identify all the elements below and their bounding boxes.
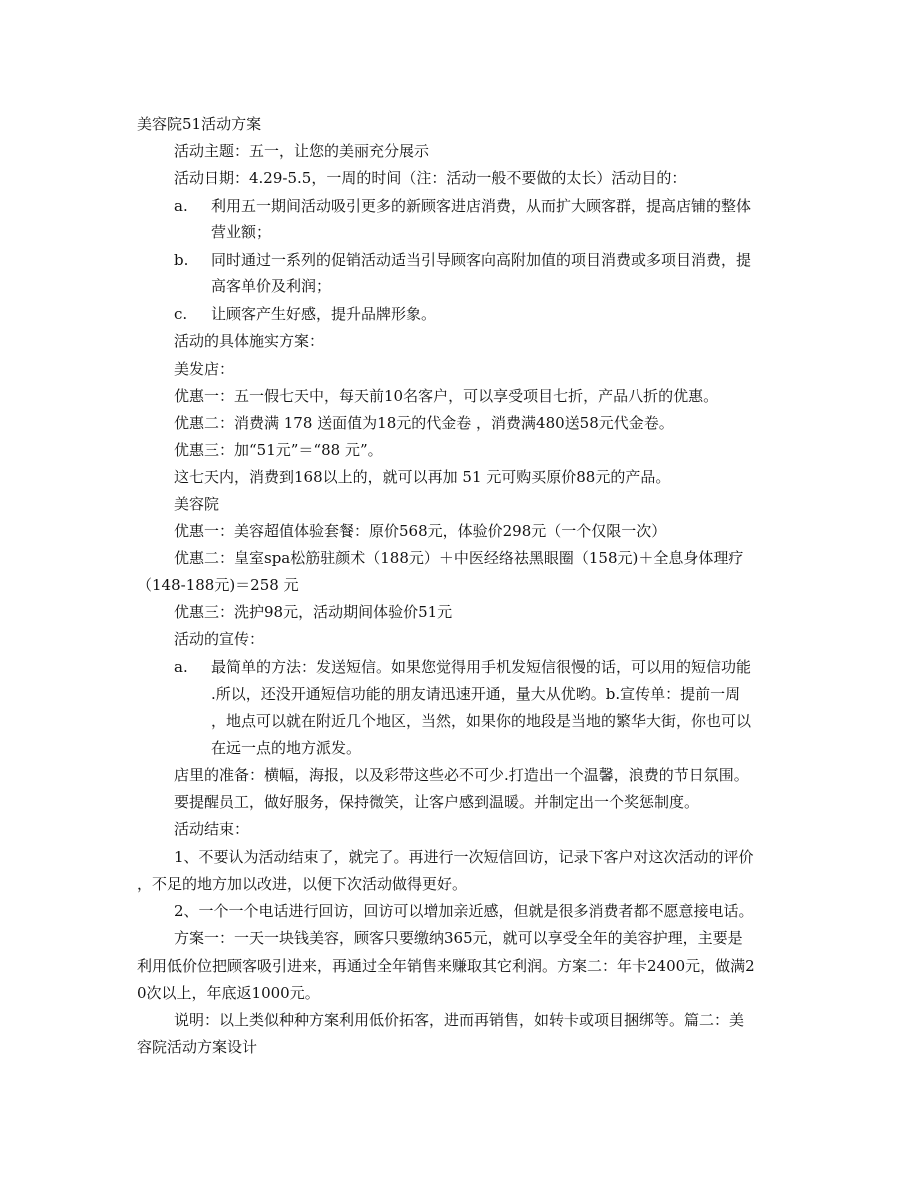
end-heading: 活动结束： <box>174 820 250 838</box>
activity-theme: 活动主题：五一，让您的美丽充分展示 <box>174 142 430 160</box>
beauty-offer-2-line-2: （148-188元)＝258 元 <box>137 576 299 594</box>
promo-line-1: 最简单的方法：发送短信。如果您觉得用手机发短信很慢的话，可以用的短信功能 <box>211 658 752 676</box>
beauty-offer-2-line-1: 优惠二：皇室spa松筋驻颜术（188元）＋中医经络祛黑眼圈（158元)＋全息身体理疗 <box>174 549 744 567</box>
promo-line-3: ，地点可以就在附近几个地区，当然，如果你的地段是当地的繁华大街，你也可以 <box>211 712 752 730</box>
note-line-2: 容院活动方案设计 <box>137 1038 258 1056</box>
promo-label-a: a. <box>174 658 188 676</box>
salon-offer-1: 优惠一：五一假七天中，每天前10名客户，可以享受项目七折，产品八折的优惠。 <box>174 387 719 405</box>
goal-a-line-1: 利用五一期间活动吸引更多的新顾客进店消费，从而扩大顾客群，提高店铺的整体 <box>211 197 752 215</box>
promo-line-4: 在远一点的地方派发。 <box>211 739 362 757</box>
goal-label-a: a. <box>174 197 188 215</box>
prep-line-1: 店里的准备：横幅，海报，以及彩带这些必不可少.打造出一个温馨，浪费的节日氛围。 <box>174 766 749 784</box>
promo-heading: 活动的宣传： <box>174 630 265 648</box>
promo-line-2: .所以，还没开通短信功能的朋友请迅速开通，量大从优哟。b.宣传单：提前一周 <box>211 685 741 703</box>
scheme-line-2: 利用低价位把顾客吸引进来，再通过全年销售来赚取其它利润。方案二：年卡2400元，做满2 <box>137 957 755 975</box>
scheme-line-3: 0次以上，年底返1000元。 <box>137 984 320 1002</box>
end-item-1-line-1: 1、不要认为活动结束了，就完了。再进行一次短信回访，记录下客户对这次活动的评价 <box>174 848 754 866</box>
goal-b-line-1: 同时通过一系列的促销活动适当引导顾客向高附加值的项目消费或多项目消费，提 <box>211 251 752 269</box>
goal-label-b: b. <box>174 251 189 269</box>
beauty-offer-1: 优惠一：美容超值体验套餐：原价568元，体验价298元（一个仅限一次） <box>174 522 667 540</box>
scheme-line-1: 方案一：一天一块钱美容，顾客只要缴纳365元，就可以享受全年的美容护理，主要是 <box>174 929 743 947</box>
salon-offer-3: 优惠三：加“51元”＝“88 元”。 <box>174 441 383 459</box>
goal-b-line-2: 高客单价及利润； <box>211 277 332 295</box>
prep-line-2: 要提醒员工，做好服务，保持微笑，让客户感到温暖。并制定出一个奖惩制度。 <box>174 793 700 811</box>
plan-heading: 活动的具体施实方案： <box>174 332 325 350</box>
end-item-2-line-1: 2、一个一个电话进行回访，回访可以增加亲近感，但就是很多消费者都不愿意接电话。 <box>174 902 754 920</box>
note-line-1: 说明：以上类似种种方案利用低价拓客，进而再销售，如转卡或项目捆绑等。篇二：美 <box>174 1011 745 1029</box>
beauty-heading: 美容院 <box>174 495 220 513</box>
goal-label-c: c. <box>174 305 188 323</box>
salon-offer-2: 优惠二：消费满 178 送面值为18元的代金卷 ，消费满480送58元代金卷。 <box>174 414 674 432</box>
end-item-1-line-2: ，不足的地方加以改进，以便下次活动做得更好。 <box>137 875 468 893</box>
beauty-offer-3: 优惠三：洗护98元，活动期间体验价51元 <box>174 603 453 621</box>
activity-date: 活动日期：4.29-5.5，一周的时间（注：活动一般不要做的太长）活动目的： <box>174 169 687 187</box>
salon-heading: 美发店： <box>174 360 235 378</box>
document-title: 美容院51活动方案 <box>137 115 262 133</box>
goal-a-line-2: 营业额； <box>211 223 272 241</box>
goal-c-line-1: 让顾客产生好感，提升品牌形象。 <box>211 305 437 323</box>
salon-offer-4: 这七天内，消费到168以上的，就可以再加 51 元可购买原价88元的产品。 <box>174 468 671 486</box>
